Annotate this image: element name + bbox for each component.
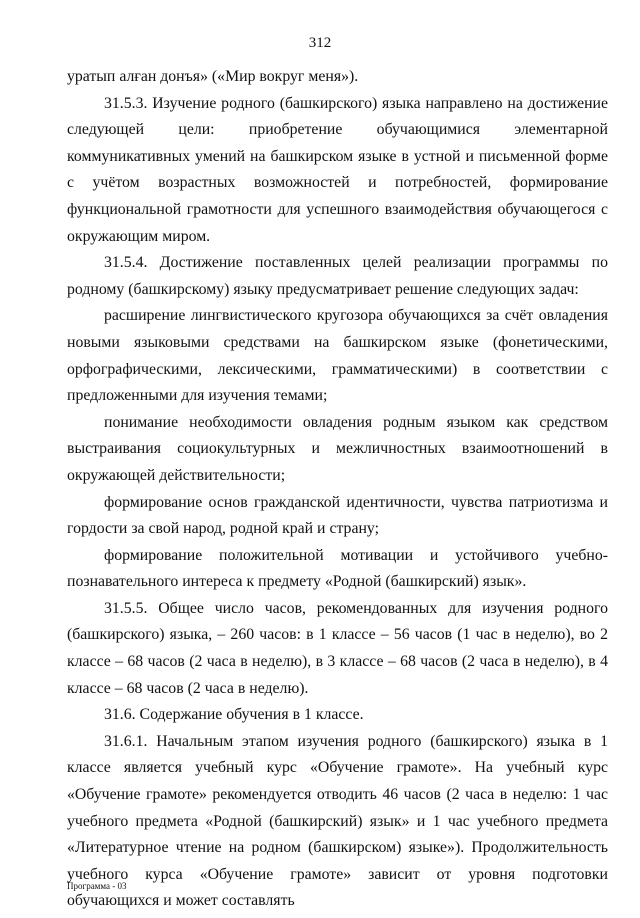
section-heading-31-6: 31.6. Содержание обучения в 1 классе. bbox=[104, 706, 364, 724]
task-item-1: расширение лингвистического кругозора обучающихся за счёт овладения новыми языковыми средствами на башкирском языке (фонетическими, орфографическими, лексическими, грамматическими) в соответствии с предложенными для изучения темами; bbox=[67, 307, 608, 405]
task-item-3: формирование основ гражданской идентичности, чувства патриотизма и гордости за свой народ, родной край и страну; bbox=[67, 493, 608, 538]
task-item-4: формирование положительной мотивации и устойчивого учебно-познавательного интереса к предмету «Родной (башкирский) язык». bbox=[67, 546, 608, 591]
paragraph-continuation: уратып алған донъя» («Мир вокруг меня»). bbox=[67, 68, 359, 85]
paragraph-31-5-3: 31.5.3. Изучение родного (башкирского) языка направлено на достижение следующей цели: приобретение обучающимися элементарной коммуникативных умений на башкирском языке в устной и письменной форме с учётом возрастных возможностей и потребностей, формирование функциональной грамотности для успешного взаимодействия обучающегося с окружающим миром. bbox=[67, 94, 608, 245]
paragraph-31-5-4: 31.5.4. Достижение поставленных целей реализации программы по родному (башкирскому) языку предусматривает решение следующих задач: bbox=[67, 254, 608, 298]
paragraph-31-5-5: 31.5.5. Общее число часов, рекомендованных для изучения родного (башкирского) языка, – 260 часов: в 1 классе – 56 часов (1 час в неделю), во 2 классе – 68 часов (2 часа в неделю), в 3 классе – 68 часов (2 часа в неделю), в 4 классе – 68 часов (2 часа в неделю). bbox=[67, 599, 608, 697]
paragraph-31-6-1: 31.6.1. Начальным этапом изучения родного (башкирского) языка в 1 классе является учебный курс «Обучение грамоте». На учебный курс «Обучение грамоте» рекомендуется отводить 46 часов (2 часа в неделю: 1 час учебного предмета «Родной (башкирский) язык» и 1 час учебного предмета «Литературное чтение на родном (башкирском) языке»). Продолжительность учебного курса «Обучение грамоте» зависит от уровня подготовки обучающихся и может составлять bbox=[67, 732, 608, 910]
page-number: 312 bbox=[308, 35, 332, 51]
footer-label: Программа - 03 bbox=[67, 881, 127, 891]
task-item-2: понимание необходимости овладения родным языком как средством выстраивания социокультурных и межличностных взаимоотношений в окружающей действительности; bbox=[67, 413, 608, 484]
document-body bbox=[67, 64, 608, 915]
